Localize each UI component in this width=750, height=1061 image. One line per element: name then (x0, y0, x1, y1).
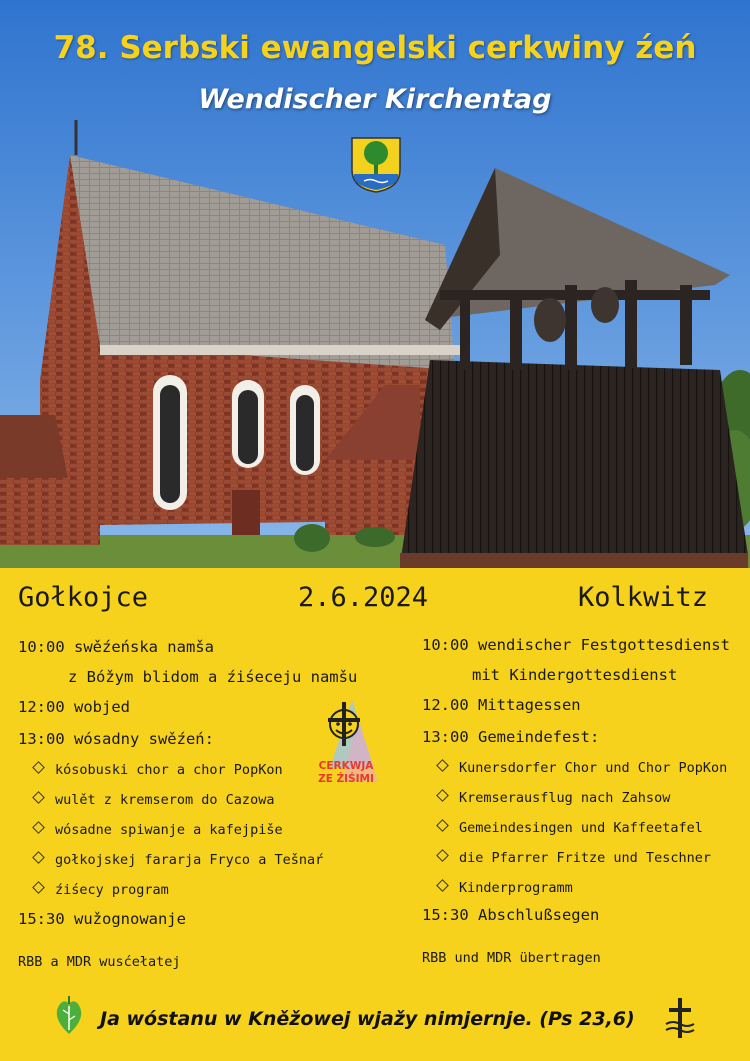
left-subitem: wósadne spiwanje a kafejpiše (34, 822, 283, 838)
heart-leaf-icon (52, 994, 86, 1036)
diamond-bullet-icon (32, 821, 45, 834)
right-subitem: Kremserausflug nach Zahsow (438, 790, 670, 806)
left-subitem: gołkojskej fararja Fryco a Tešnaŕ (34, 852, 323, 868)
left-subitem: źiśecy program (34, 882, 169, 898)
right-item-4: 13:00 Gemeindefest: (422, 728, 600, 746)
right-item-3: 12.00 Mittagessen (422, 696, 581, 714)
event-date: 2.6.2024 (298, 582, 429, 613)
left-item-4: 13:00 wósadny swěźeń: (18, 730, 214, 748)
right-place-heading: Kolkwitz (578, 582, 709, 613)
right-item-1: 10:00 wendischer Festgottesdienst (422, 636, 730, 654)
diamond-bullet-icon (32, 761, 45, 774)
coat-of-arms-icon (350, 136, 402, 194)
cross-icon (664, 996, 696, 1040)
diamond-bullet-icon (32, 881, 45, 894)
diamond-bullet-icon (436, 879, 449, 892)
right-closing: 15:30 Abschlußsegen (422, 906, 600, 924)
right-subitem: die Pfarrer Fritze und Teschner (438, 850, 711, 866)
right-broadcast: RBB und MDR übertragen (422, 950, 601, 966)
bible-verse: Ja wóstanu w Kněžowej wjažy nimjernje. (Ps 23,6) (100, 1008, 635, 1030)
left-item-3: 12:00 wobjed (18, 698, 130, 716)
left-broadcast: RBB a MDR wusćełatej (18, 954, 181, 970)
diamond-bullet-icon (436, 819, 449, 832)
diamond-bullet-icon (436, 789, 449, 802)
diamond-bullet-icon (32, 851, 45, 864)
diamond-bullet-icon (436, 759, 449, 772)
left-subitem: kósobuski chor a chor PopKon (34, 762, 283, 778)
diamond-bullet-icon (436, 849, 449, 862)
diamond-bullet-icon (32, 791, 45, 804)
right-subitem: Kinderprogramm (438, 880, 573, 896)
logo-text: CERKWJA ZE ŹIŚIMI (318, 760, 374, 785)
left-subitem: wulět z kremserom do Cazowa (34, 792, 274, 808)
left-item-1: 10:00 swěźeńska namša (18, 638, 214, 656)
right-subitem: Kunersdorfer Chor und Chor PopKon (438, 760, 727, 776)
right-subitem: Gemeindesingen und Kaffeetafel (438, 820, 703, 836)
left-closing: 15:30 wužognowanje (18, 910, 186, 928)
event-subtitle: Wendischer Kirchentag (198, 84, 552, 115)
event-title: 78. Serbski ewangelski cerkwiny źeń (53, 30, 697, 66)
right-item-2: mit Kindergottesdienst (472, 666, 678, 684)
left-item-2: z Bóžym blidom a źiśeceju namšu (68, 668, 358, 686)
left-place-heading: Gołkojce (18, 582, 149, 613)
